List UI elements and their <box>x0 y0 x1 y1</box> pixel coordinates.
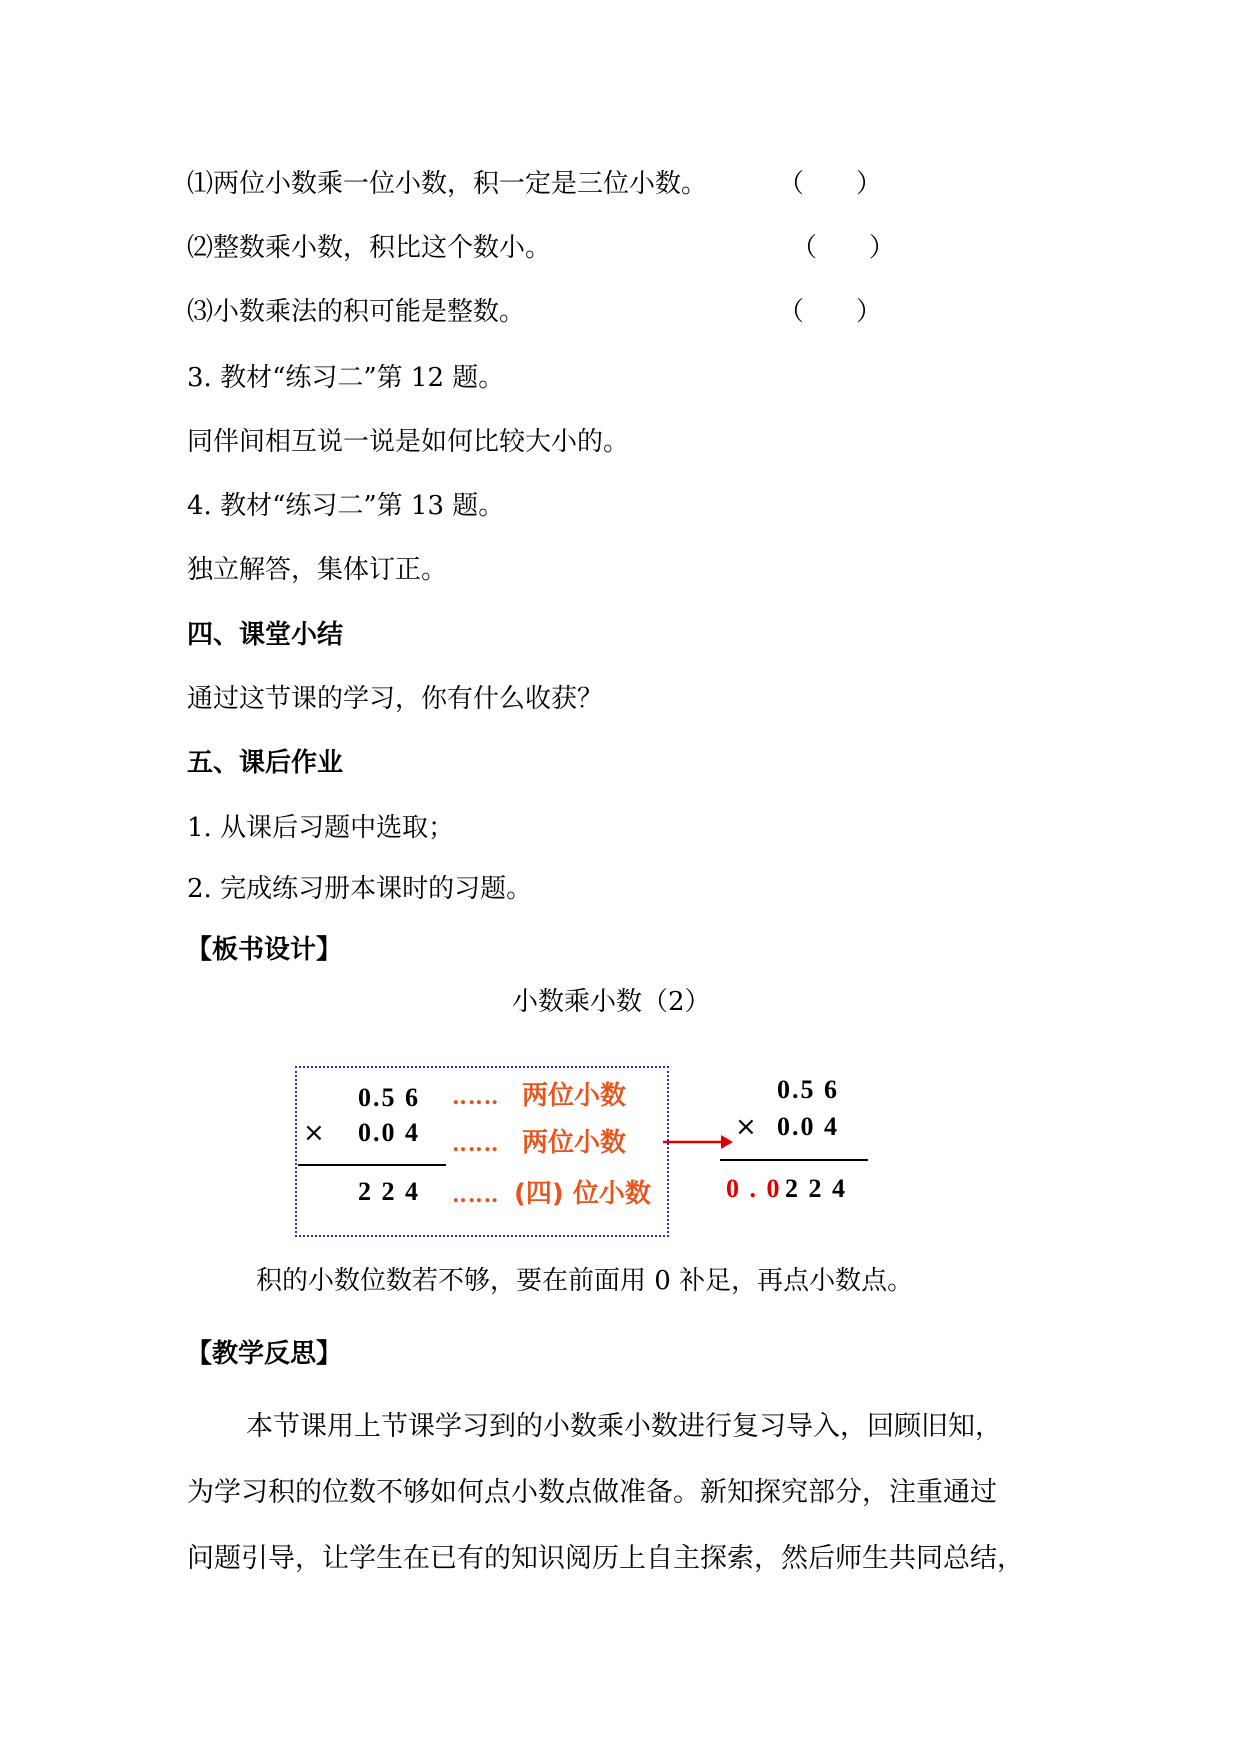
homework-heading: 五、课后作业 <box>187 748 344 778</box>
judge-q3: ⑶小数乘法的积可能是整数。 <box>187 297 526 327</box>
summary-heading: 四、课堂小结 <box>187 620 344 650</box>
note-1: 两位小数 <box>522 1081 627 1111</box>
note-2-dots: ‥‥‥ <box>452 1131 500 1157</box>
right-times-sign: × <box>735 1112 757 1142</box>
note-3: (四) 位小数 <box>514 1179 651 1209</box>
exercise-3-desc: 同伴间相互说一说是如何比较大小的。 <box>187 427 630 457</box>
judge-q1-blank: （ ） <box>778 169 883 199</box>
left-times-sign: × <box>303 1118 325 1148</box>
board-rule-text: 积的小数位数若不够，要在前面用 0 补足，再点小数点。 <box>256 1266 914 1296</box>
right-arrow-icon <box>663 1130 733 1154</box>
homework-item-1: 1. 从课后习题中选取； <box>187 813 455 843</box>
exercise-4-desc: 独立解答，集体订正。 <box>187 555 448 585</box>
right-product-prefix: 0 . 0 <box>726 1174 782 1203</box>
left-multiplicand: 0.5 6 <box>358 1083 420 1112</box>
reflection-line-1: 本节课用上节课学习到的小数乘小数进行复习导入，回顾旧知， <box>246 1411 1002 1442</box>
homework-item-2: 2. 完成练习册本课时的习题。 <box>187 874 533 904</box>
note-1-dots: ‥‥‥ <box>452 1084 500 1110</box>
summary-text: 通过这节课的学习，你有什么收获？ <box>187 684 604 714</box>
right-multiplicand: 0.5 6 <box>777 1075 839 1104</box>
reflection-heading: 【教学反思】 <box>186 1339 343 1369</box>
left-product: 2 2 4 <box>358 1177 420 1206</box>
left-multiplier: 0.0 4 <box>358 1118 420 1147</box>
right-product-digits: 2 2 4 <box>785 1174 847 1203</box>
reflection-line-3: 问题引导，让学生在已有的知识阅历上自主探索，然后师生共同总结， <box>187 1543 1024 1574</box>
exercise-4-title: 4. 教材“练习二”第 13 题。 <box>187 491 505 521</box>
judge-q3-blank: （ ） <box>778 297 883 327</box>
judge-q2-blank: （ ） <box>791 233 896 263</box>
judge-q2: ⑵整数乘小数，积比这个数小。 <box>187 233 552 263</box>
left-result-rule <box>298 1164 446 1166</box>
judge-q1: ⑴两位小数乘一位小数，积一定是三位小数。 <box>187 169 708 199</box>
board-heading: 【板书设计】 <box>186 935 343 965</box>
note-2: 两位小数 <box>522 1128 627 1158</box>
right-result-rule <box>720 1159 868 1161</box>
reflection-line-2: 为学习积的位数不够如何点小数点做准备。新知探究部分，注重通过 <box>187 1477 997 1508</box>
board-title: 小数乘小数（2） <box>512 987 711 1017</box>
note-3-dots: ‥‥‥ <box>452 1182 500 1208</box>
right-multiplier: 0.0 4 <box>777 1112 839 1141</box>
exercise-3-title: 3. 教材“练习二”第 12 题。 <box>187 363 505 393</box>
